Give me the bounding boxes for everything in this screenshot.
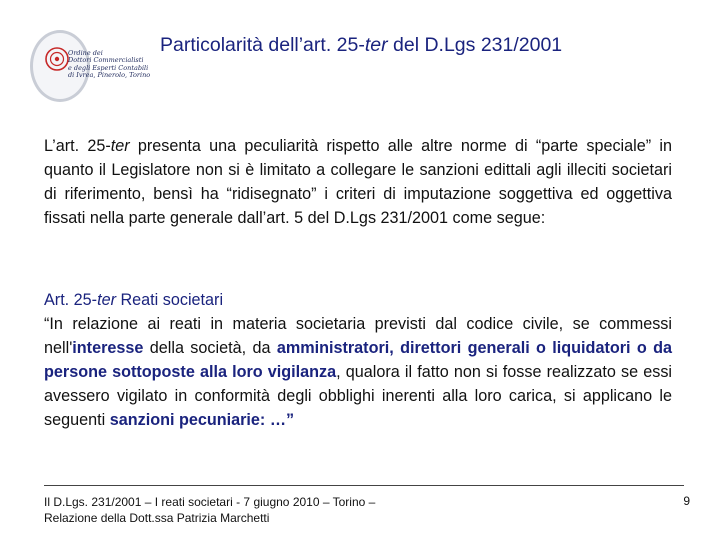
heading-rest: Reati societari [115, 291, 224, 309]
quote-bold: amministratori, direttori generali o liquidatori o da persone sottoposte alla loro vigilanza [44, 339, 673, 381]
intro-italic: ter [110, 137, 130, 155]
title-prefix: Particolarità dell’art. 25- [160, 34, 365, 56]
quote-text: “In relazione ai reati in materia societaria previsti dal codice civile, se commessi nell' [44, 315, 672, 357]
footer-text [44, 494, 484, 526]
logo-line: Ordine dei [68, 49, 103, 57]
article-quote [44, 312, 672, 432]
footer-line1: Il D.Lgs. 231/2001 – I reati societari - 7 giugno 2010 – Torino – [44, 495, 376, 509]
heading-prefix: Art. 25- [44, 291, 98, 309]
logo-line: e degli Esperti Contabili [68, 63, 149, 72]
quote-bold: sanzioni pecuniarie: …” [109, 411, 295, 429]
quote-text: della società, da [143, 339, 277, 357]
page-number: 9 [683, 494, 690, 508]
quote-text: , qualora il fatto non si fosse realizzato se essi avessero vigilato in conformità degli obblighi inerenti alla loro carica, si applicano le seguenti [44, 363, 673, 429]
title-suffix: del D.Lgs 231/2001 [387, 34, 563, 56]
footer-line2: Relazione della Dott.ssa Patrizia Marchetti [44, 511, 270, 525]
logo-text [68, 50, 150, 80]
slide-title [160, 34, 700, 57]
intro-paragraph [44, 134, 672, 230]
quote-bold: interesse [72, 339, 144, 357]
intro-prefix: L’art. 25- [44, 137, 111, 155]
article-heading [44, 288, 672, 312]
title-italic: ter [364, 34, 388, 56]
heading-italic: ter [97, 291, 116, 309]
article-block [44, 288, 672, 432]
emblem-icon [44, 46, 70, 72]
logo [30, 26, 151, 110]
footer-divider [44, 485, 684, 486]
logo-line: di Ivrea, Pinerolo, Torino [68, 71, 151, 80]
logo-line: Dottori Commercialisti [68, 56, 144, 65]
intro-rest: presenta una peculiarità rispetto alle altre norme di “parte speciale” in quanto il Legislatore non si è limitato a collegare le sanzioni edittali agli illeciti societari di riferimento, bensì ha “ridisegnato” i criteri di imputazione soggettiva ed oggettiva fissati nella parte generale dall’art. 5 del D.Lgs 231/2001 come segue: [44, 137, 672, 227]
